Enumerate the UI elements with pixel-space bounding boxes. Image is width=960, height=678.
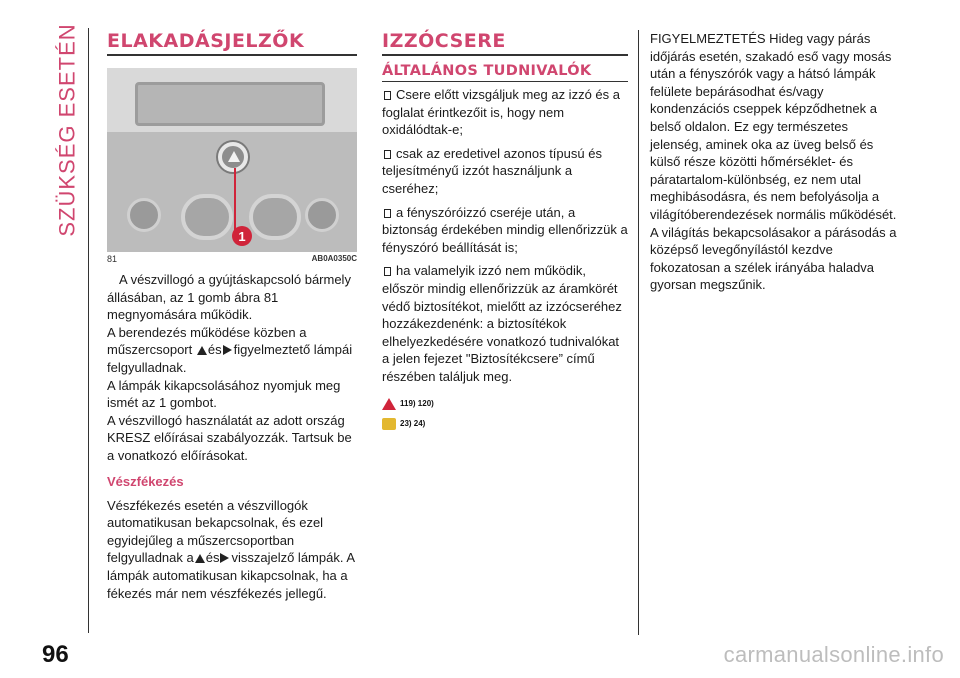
figure-knob-left (127, 198, 161, 232)
paragraph-emergency-braking-part2: visszajelző lámpák. A lámpák automatikusan kikapcsolnak, ha a fékezés már nem vészfékezés jellegű. (107, 550, 355, 601)
column-divider (638, 30, 639, 635)
paragraph-warning-lights (107, 324, 357, 377)
bullet-box-icon (384, 91, 391, 100)
turn-signal-icon (223, 345, 233, 355)
figure-number: 81 (107, 254, 118, 264)
dashboard-figure (107, 68, 357, 252)
figure-vent-left (181, 194, 233, 240)
reference-text: 119) 120) (400, 399, 434, 408)
section-heading-bulb: IZZÓCSERE (382, 30, 506, 52)
heading-rule (107, 54, 357, 56)
paragraph-switch-off: A lámpák kikapcsolásához nyomjuk meg ismét az 1 gombot. (107, 377, 341, 411)
bullet-box-icon (384, 209, 391, 218)
bullet-list (382, 86, 628, 386)
paragraph-warning-lights-part2: figyelmeztető lámpái felgyulladnak. (107, 342, 353, 375)
list-item-text: a fényszóróizzó cseréje után, a biztonság érdekében mindig ellenőrizzük a fényszóró beállítását is; (382, 204, 628, 255)
figure-caption (107, 254, 357, 264)
hazard-button-illustration (218, 142, 248, 172)
column-warning-note (650, 30, 902, 294)
reference-text: 23) 24) (400, 419, 426, 428)
column-bulb-replacement (382, 30, 628, 434)
reference-list (382, 394, 628, 434)
chapter-side-title (54, 23, 82, 237)
hazard-warning-icon (195, 554, 205, 563)
figure-code: AB0A0350C (311, 254, 357, 263)
paragraph-emergency-braking-and: és (205, 550, 220, 566)
paragraph-warning-lights-part1: A berendezés működése közben a műszercsoport (107, 324, 307, 358)
chapter-side-title-text: SZÜKSÉG ESETÉN (55, 23, 80, 237)
paragraph-regulations: A vészvillogó használatát az adott ország KRESZ előírásai szabályozzák. Tartsuk be a vonatkozó előírásokat. (107, 412, 352, 463)
list-item (382, 145, 628, 198)
list-item (382, 204, 628, 257)
watermark: carmanualsonline.info (723, 642, 944, 667)
bullet-box-icon (384, 267, 391, 276)
turn-signal-icon (220, 553, 230, 563)
paragraph-warning-lights-and: és (207, 342, 222, 358)
list-item (382, 262, 628, 385)
list-item-text: Csere előtt vizsgáljuk meg az izzó és a foglalat érintkezőit is, hogy nem oxidálódtak-e; (382, 87, 620, 138)
list-item-text: ha valamelyik izzó nem működik, először mindig ellenőrizzük az áramkörét védő biztosítékot, mielőtt az izzócseréhez hozzákezdenénk: a biztosítékok elhelyezkedésére vonatkozó tudnivalókat a jelen fejezet "Biztosítékcsere” című részében találjuk meg. (382, 263, 622, 384)
figure-vent-right (249, 194, 301, 240)
paragraph-condensation-warning: FIGYELMEZTETÉS Hideg vagy párás időjárás esetén, szakadó eső vagy mosás után a fényszórók vagy a hátsó lámpák felülete bepárásodhat és/vagy kondenzációs cseppek képződhetnek a belső oldalon. Ez egy természetes jelenség, aminek oka az üveg belső és külső része közötti hőmérséklet- és páratartalom-különbség, ez nem utal meghibásodásra, és nem befolyásolja a világítóberendezések normális működését. A világítás bekapcsolásakor a párásodás a középső levegőnyílástól kezdve fokozatosan a szélek irányába haladva gyorsan megszűnik. (650, 31, 897, 293)
danger-triangle-icon (382, 398, 396, 410)
list-item-text: csak az eredetivel azonos típusú és teljesítményű izzót használjunk a cseréhez; (382, 145, 602, 196)
paragraph-emergency-braking (107, 497, 357, 603)
figure-callout-number: 1 (232, 226, 252, 246)
hazard-warning-icon (197, 346, 207, 355)
caution-icon (382, 418, 396, 430)
reference-row-danger (382, 394, 628, 414)
hazard-triangle-icon (228, 151, 240, 162)
subheading-general-info: ÁLTALÁNOS TUDNIVALÓK (382, 63, 592, 79)
reference-row-caution (382, 414, 628, 434)
heading-rule (382, 54, 628, 56)
section-heading-hazard: ELAKADÁSJELZŐK (107, 30, 305, 52)
subheading-rule (382, 81, 628, 82)
page-number: 96 (42, 641, 69, 668)
bullet-box-icon (384, 150, 391, 159)
column-hazard-lights (107, 30, 357, 602)
paragraph-emergency-braking-part1: Vészfékezés esetén a vészvillogók automatikusan bekapcsolnak, és ezel egyidejűleg a műszercsoportban felgyulladnak a (107, 497, 324, 566)
callout-leader-line (234, 168, 236, 230)
paragraph-hazard-operation: A vészvillogó a gyújtáskapcsoló bármely állásában, az 1 gomb ábra 81 megnyomására működik. (107, 272, 351, 323)
side-divider (88, 28, 89, 633)
list-item (382, 86, 628, 139)
figure-knob-right (305, 198, 339, 232)
section-title-emergency-braking: Vészfékezés (107, 473, 184, 489)
figure-display-screen (135, 82, 325, 126)
